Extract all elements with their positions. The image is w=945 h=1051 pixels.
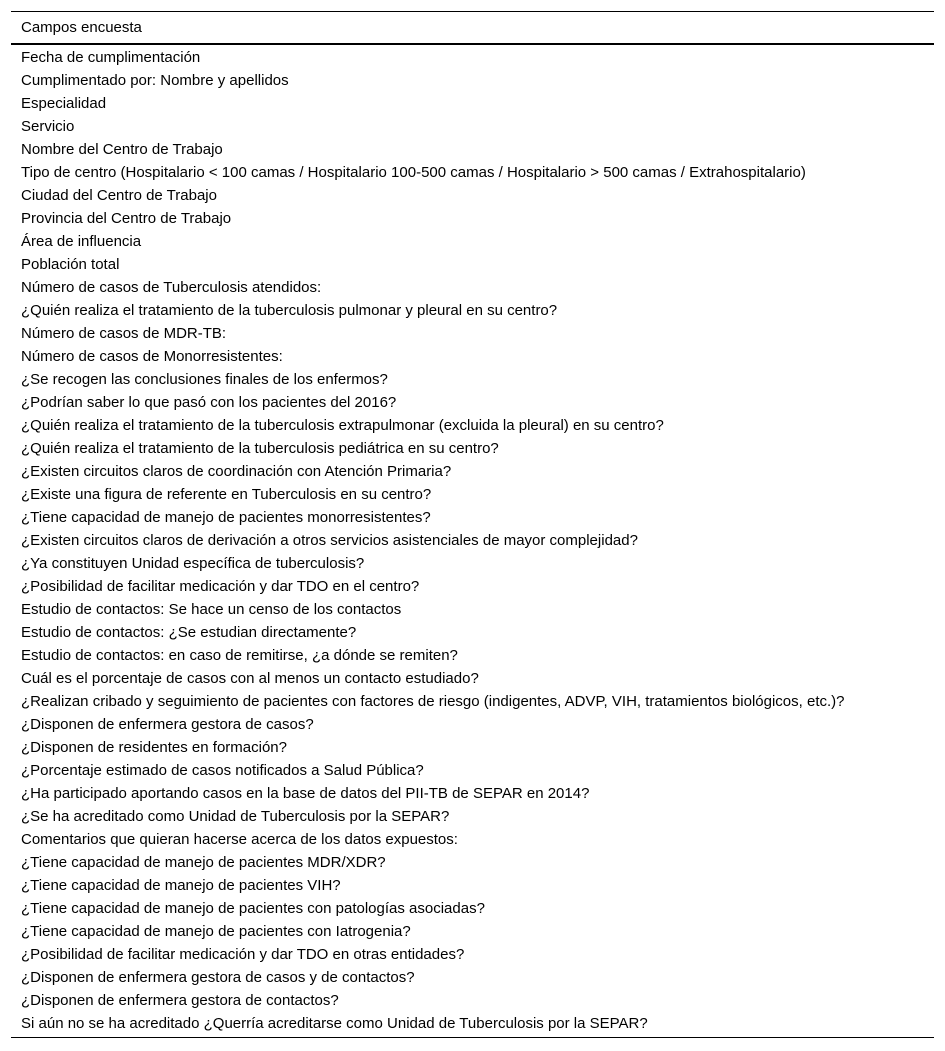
table-cell-field: Cuál es el porcentaje de casos con al menos un contacto estudiado? (21, 670, 479, 687)
table-row (11, 69, 934, 92)
table-row (11, 299, 934, 322)
table-row (11, 920, 934, 943)
table-cell-field: Tipo de centro (Hospitalario < 100 camas / Hospitalario 100-500 camas / Hospitalario > 500 camas / Extrahospitalario) (21, 164, 806, 181)
table-row (11, 414, 934, 437)
table-row (11, 897, 934, 920)
table-row (11, 966, 934, 989)
table-body (11, 44, 934, 1038)
table-row (11, 276, 934, 299)
table-row (11, 322, 934, 345)
table-cell-field: ¿Posibilidad de facilitar medicación y dar TDO en el centro? (21, 578, 420, 595)
table-row (11, 115, 934, 138)
table-cell-field: ¿Quién realiza el tratamiento de la tuberculosis pediátrica en su centro? (21, 440, 499, 457)
table-cell-field: ¿Tiene capacidad de manejo de pacientes con Iatrogenia? (21, 923, 411, 940)
table-cell-field: ¿Tiene capacidad de manejo de pacientes con patologías asociadas? (21, 900, 485, 917)
table-cell-field: Cumplimentado por: Nombre y apellidos (21, 72, 289, 89)
table-cell-field: Número de casos de Monorresistentes: (21, 348, 283, 365)
survey-fields-table (11, 11, 934, 1038)
table-row (11, 184, 934, 207)
table-header-row (11, 12, 934, 45)
table-row (11, 989, 934, 1012)
table-row (11, 805, 934, 828)
table-cell-field: ¿Ya constituyen Unidad específica de tuberculosis? (21, 555, 365, 572)
table-row (11, 598, 934, 621)
table-row (11, 552, 934, 575)
table-cell-field: Número de casos de MDR-TB: (21, 325, 227, 342)
table-row (11, 44, 934, 69)
table-row (11, 782, 934, 805)
table-row (11, 529, 934, 552)
table-row (11, 368, 934, 391)
table-cell-field: Comentarios que quieran hacerse acerca de los datos expuestos: (21, 831, 458, 848)
table-row (11, 253, 934, 276)
table-cell-field: ¿Existe una figura de referente en Tuberculosis en su centro? (21, 486, 432, 503)
table-cell-field: ¿Quién realiza el tratamiento de la tuberculosis extrapulmonar (excluida la pleural) en su centro? (21, 417, 664, 434)
table-cell-field: ¿Realizan cribado y seguimiento de pacientes con factores de riesgo (indigentes, ADVP, VIH, tratamientos biológicos, etc.)? (21, 693, 845, 710)
table-cell-field: Provincia del Centro de Trabajo (21, 210, 232, 227)
table-cell-field: ¿Disponen de enfermera gestora de contactos? (21, 992, 339, 1009)
table-row (11, 690, 934, 713)
table-cell-field: Estudio de contactos: Se hace un censo de los contactos (21, 601, 402, 618)
table-cell-field: ¿Tiene capacidad de manejo de pacientes MDR/XDR? (21, 854, 386, 871)
table-row (11, 460, 934, 483)
table-cell-field: ¿Existen circuitos claros de coordinación con Atención Primaria? (21, 463, 452, 480)
table-cell-field: ¿Tiene capacidad de manejo de pacientes monorresistentes? (21, 509, 431, 526)
table-cell-field: ¿Tiene capacidad de manejo de pacientes VIH? (21, 877, 341, 894)
table-header (11, 12, 934, 45)
table-cell-field: ¿Disponen de enfermera gestora de casos? (21, 716, 314, 733)
table-cell-field: ¿Disponen de enfermera gestora de casos y de contactos? (21, 969, 415, 986)
table-cell-field: Servicio (21, 118, 75, 135)
table-cell-field: Estudio de contactos: en caso de remitirse, ¿a dónde se remiten? (21, 647, 458, 664)
table-row (11, 437, 934, 460)
table-row (11, 621, 934, 644)
table-cell-field: ¿Se recogen las conclusiones finales de los enfermos? (21, 371, 388, 388)
table-row (11, 575, 934, 598)
table-row (11, 230, 934, 253)
table-cell-field: Si aún no se ha acreditado ¿Querría acreditarse como Unidad de Tuberculosis por la SEPAR? (11, 1012, 934, 1038)
table-row (11, 161, 934, 184)
table-row (11, 667, 934, 690)
table-row (11, 138, 934, 161)
table-row (11, 483, 934, 506)
table-row (11, 874, 934, 897)
table-cell-field: ¿Disponen de residentes en formación? (21, 739, 287, 756)
table-row (11, 759, 934, 782)
table-row (11, 345, 934, 368)
table-cell-field: Ciudad del Centro de Trabajo (21, 187, 217, 204)
table-cell-field: Población total (21, 256, 120, 273)
table-row (11, 207, 934, 230)
table-cell-field: ¿Podrían saber lo que pasó con los pacientes del 2016? (21, 394, 397, 411)
table-cell-field: Área de influencia (21, 233, 142, 250)
table-cell-field: ¿Ha participado aportando casos en la base de datos del PII-TB de SEPAR en 2014? (21, 785, 590, 802)
table-row (11, 506, 934, 529)
table-cell-field: ¿Existen circuitos claros de derivación a otros servicios asistenciales de mayor complejidad? (21, 532, 638, 549)
table-row (11, 943, 934, 966)
survey-fields-table-wrapper (11, 11, 934, 1038)
table-cell-field: Especialidad (21, 95, 107, 112)
table-row (11, 713, 934, 736)
table-row (11, 391, 934, 414)
table-cell-field: ¿Porcentaje estimado de casos notificados a Salud Pública? (21, 762, 424, 779)
table-cell-field: Número de casos de Tuberculosis atendidos: (21, 279, 322, 296)
table-cell-field: ¿Posibilidad de facilitar medicación y dar TDO en otras entidades? (21, 946, 465, 963)
table-cell-field: Fecha de cumplimentación (21, 49, 201, 66)
table-row (11, 851, 934, 874)
table-cell-field: ¿Quién realiza el tratamiento de la tuberculosis pulmonar y pleural en su centro? (21, 302, 558, 319)
table-cell-field: ¿Se ha acreditado como Unidad de Tuberculosis por la SEPAR? (21, 808, 450, 825)
table-row (11, 92, 934, 115)
table-row (11, 736, 934, 759)
table-cell-field: Estudio de contactos: ¿Se estudian directamente? (21, 624, 357, 641)
table-row (11, 1012, 934, 1038)
column-header-campos-encuesta: Campos encuesta (21, 19, 142, 36)
table-row (11, 828, 934, 851)
table-cell-field: Nombre del Centro de Trabajo (21, 141, 223, 158)
table-row (11, 644, 934, 667)
